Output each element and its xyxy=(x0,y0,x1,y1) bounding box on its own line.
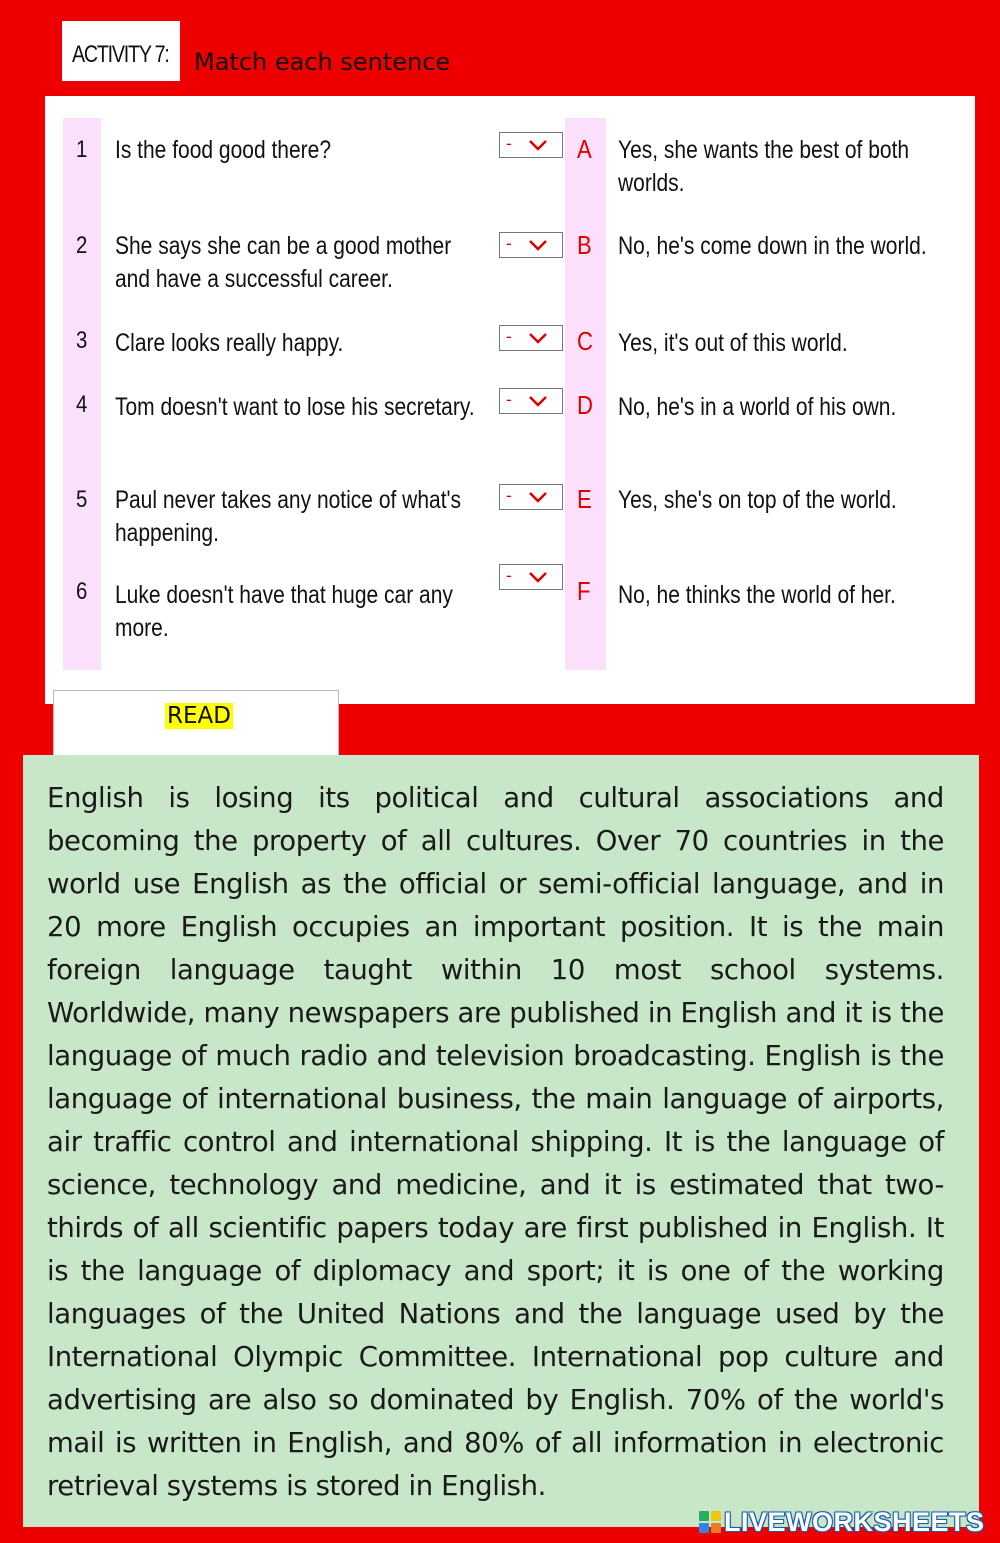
answer-dropdown[interactable] xyxy=(499,132,563,158)
chevron-down-icon xyxy=(528,571,548,583)
answer-text: Yes, she's on top of the world. xyxy=(618,486,897,514)
dropdown-value: - xyxy=(506,234,512,253)
row-letter: B xyxy=(577,230,592,260)
sentence-text: Is the food good there? xyxy=(115,136,332,164)
dropdown-value: - xyxy=(506,327,512,346)
dropdown-value: - xyxy=(506,134,512,153)
brand-name: LIVEWORKSHEETS xyxy=(724,1506,985,1537)
sentence-text: She says she can be a good mother and have a successful career. xyxy=(115,232,452,293)
chevron-down-icon xyxy=(528,139,548,151)
row-letter: A xyxy=(577,134,592,164)
answer-dropdown[interactable] xyxy=(499,232,563,258)
answer-dropdown[interactable] xyxy=(499,564,563,590)
liveworksheets-logo-icon xyxy=(698,1510,722,1534)
row-number: 1 xyxy=(76,136,88,163)
sentence-text: Paul never takes any notice of what's happening. xyxy=(115,486,462,547)
row-number: 4 xyxy=(76,391,88,418)
dropdown-value: - xyxy=(506,566,512,585)
row-number: 2 xyxy=(76,232,88,259)
answer-dropdown[interactable] xyxy=(499,325,563,351)
activity-label: ACTIVITY 7: xyxy=(72,41,169,68)
row-letter: E xyxy=(577,484,592,514)
answer-text: Yes, it's out of this world. xyxy=(618,329,848,357)
dropdown-value: - xyxy=(506,486,512,505)
row-letter: F xyxy=(577,576,591,606)
read-label-box xyxy=(53,690,339,756)
answer-text: No, he thinks the world of her. xyxy=(618,581,896,609)
sentence-text: Luke doesn't have that huge car any more. xyxy=(115,581,453,642)
dropdown-value: - xyxy=(506,390,512,409)
sentence-text: Tom doesn't want to lose his secretary. xyxy=(115,393,475,421)
row-number: 5 xyxy=(76,486,88,513)
answer-text: No, he's in a world of his own. xyxy=(618,393,897,421)
sentence-text: Clare looks really happy. xyxy=(115,329,344,357)
liveworksheets-brand xyxy=(698,1506,985,1538)
chevron-down-icon xyxy=(528,491,548,503)
reading-passage-panel xyxy=(23,755,979,1527)
instruction-text: Match each sentence xyxy=(194,48,451,76)
matching-exercise-panel xyxy=(45,96,975,704)
answer-dropdown[interactable] xyxy=(499,484,563,510)
activity-title-box xyxy=(62,21,180,81)
answer-dropdown[interactable] xyxy=(499,388,563,414)
read-label: READ xyxy=(167,703,231,729)
answer-text: Yes, she wants the best of both worlds. xyxy=(618,136,910,197)
chevron-down-icon xyxy=(528,395,548,407)
reading-passage: English is losing its political and cultural associations and becoming the property of all cultures. Over 70 countries in the world use English as the official or semi-official language, and in 20 more English occupies an important position. It is the main foreign language taught within 10 most school systems. Worldwide, many newspapers are published in English and it is the language of much radio and television broadcasting. English is the language of international business, the main language of airports, air traffic control and international shipping. It is the language of science, technology and medicine, and it is estimated that two-thirds of all scientific papers today are first published in English. It is the language of diplomacy and sport; it is one of the working languages of the United Nations and the language used by the International Olympic Committee. International pop culture and advertising are also so dominated by English. 70% of the world's mail is written in English, and 80% of all information in electronic retrieval systems is stored in English. xyxy=(47,782,944,1502)
row-number: 6 xyxy=(76,578,88,605)
row-letter: D xyxy=(577,390,593,420)
row-number: 3 xyxy=(76,327,88,354)
answer-text: No, he's come down in the world. xyxy=(618,232,927,260)
chevron-down-icon xyxy=(528,332,548,344)
row-letter: C xyxy=(577,326,593,356)
chevron-down-icon xyxy=(528,239,548,251)
